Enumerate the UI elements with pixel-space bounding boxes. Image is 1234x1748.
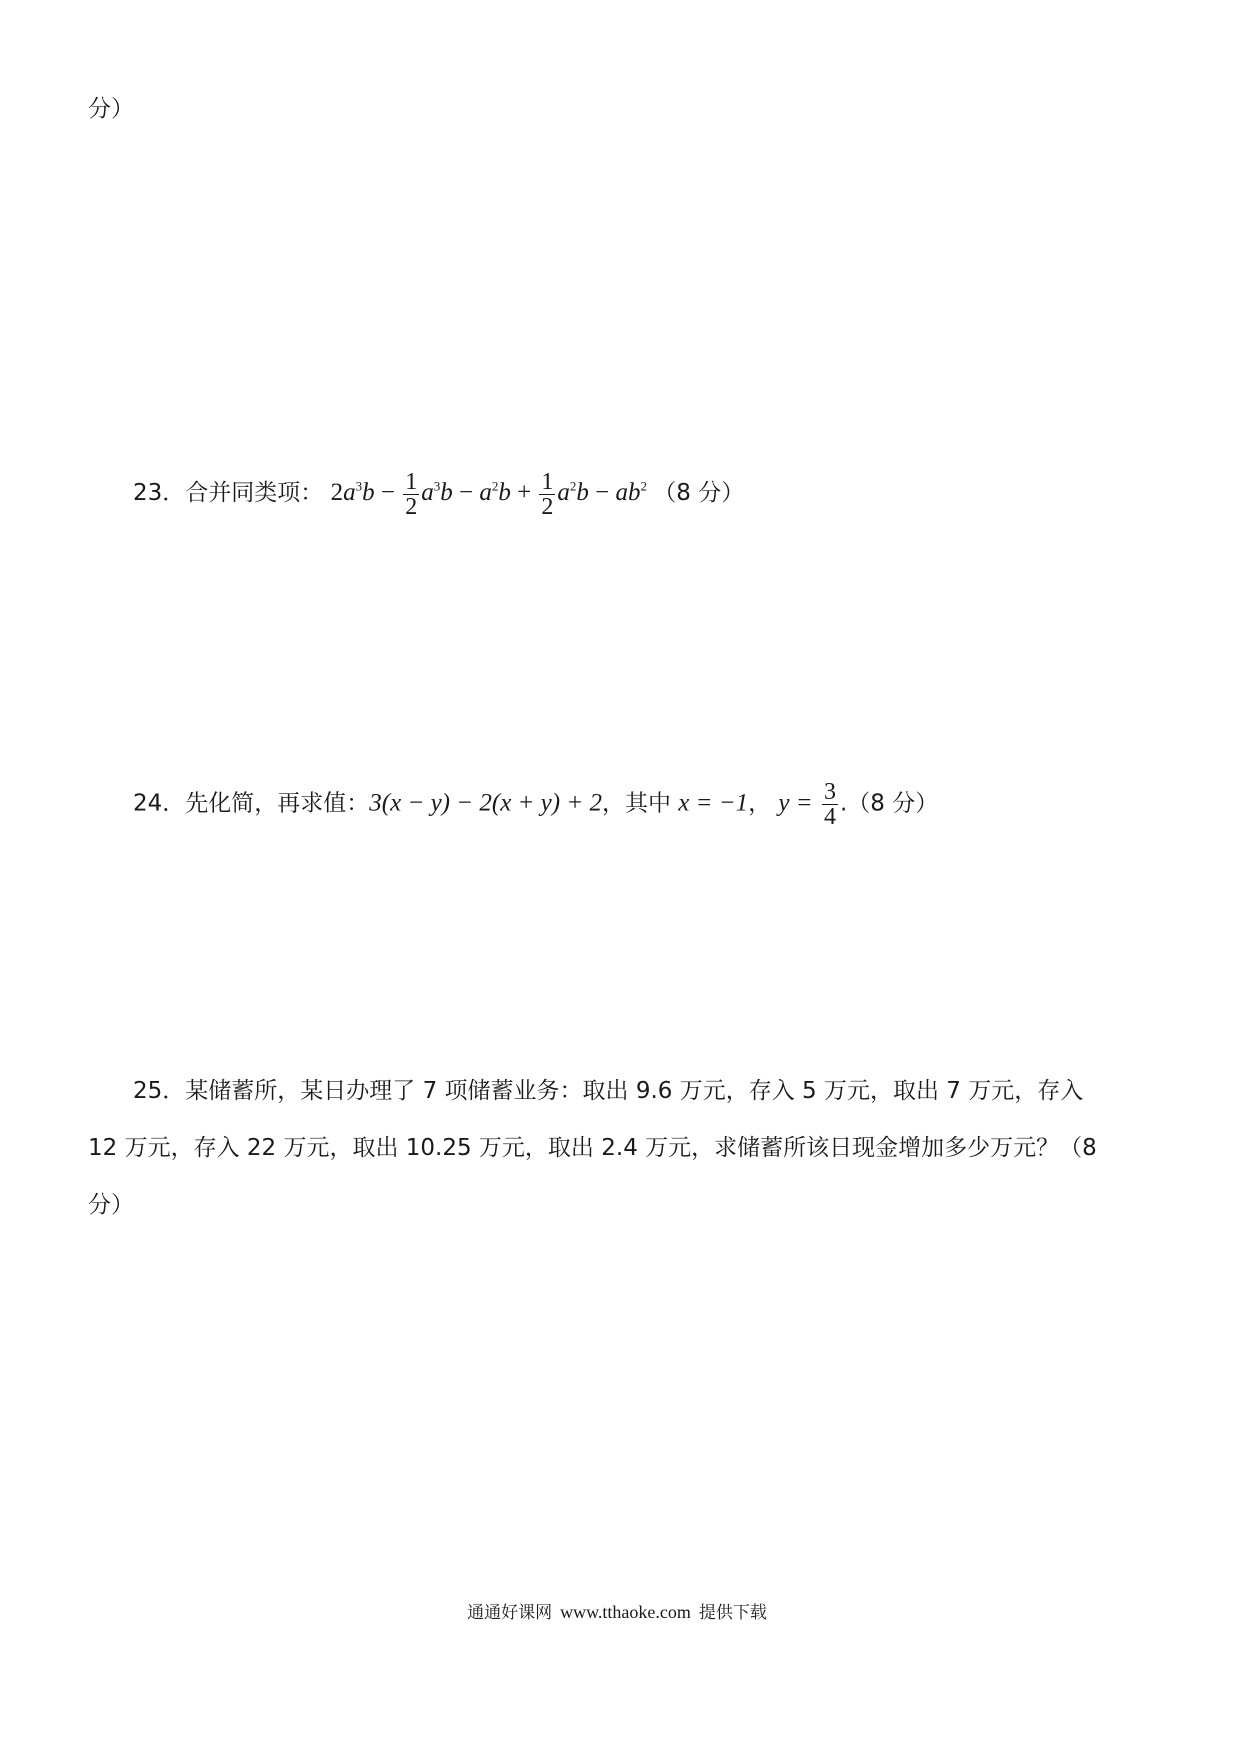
footer-url: www.tthaoke.com xyxy=(560,1602,691,1622)
question-23 xyxy=(133,470,744,519)
question-25-number: 25． xyxy=(133,1078,186,1104)
fraction-three-quarters: $\frac{3}{4}$ xyxy=(823,779,836,830)
question-23-prompt: 合并同类项： xyxy=(185,480,324,507)
question-23-expression: $2a^3b$ − $\frac{1}{2}$ $a^3b - a^2b$ + $\frac{1}{2}$ $a^2b - ab^2$ xyxy=(330,469,648,520)
question-24-expression: 3(x − y) − 2(x + y) + 2 xyxy=(369,789,602,817)
continued-score-fragment: 分） xyxy=(88,96,134,122)
question-24-prompt: 先化简，再求值： xyxy=(185,790,370,817)
question-24-middle: ，其中 xyxy=(601,790,671,817)
page-footer xyxy=(0,1598,1234,1623)
fraction-one-half: $\frac{1}{2}$ xyxy=(541,469,554,520)
question-24-separator: ， xyxy=(748,790,772,817)
question-23-score: （8 分） xyxy=(653,480,745,507)
question-25-line-1 xyxy=(133,1080,1083,1103)
footer-suffix: 提供下载 xyxy=(698,1603,767,1623)
question-25-line-2: 12 万元，存入 22 万元，取出 10.25 万元，取出 2.4 万元，求储蓄所该日现金增加多少万元？（8 xyxy=(88,1135,1097,1161)
question-24 xyxy=(133,780,938,829)
question-25-line-3: 分） xyxy=(88,1192,134,1218)
question-23-number: 23． xyxy=(133,480,186,507)
question-25-text-1: 某储蓄所，某日办理了 7 项储蓄业务：取出 9.6 万元，存入 5 万元，取出 7 万元，存入 xyxy=(185,1078,1084,1104)
question-24-y-lhs: y = xyxy=(778,789,813,817)
question-24-number: 24． xyxy=(133,790,186,817)
fraction-one-half: $\frac{1}{2}$ xyxy=(405,469,418,520)
question-24-x-condition: x = −1 xyxy=(678,789,749,817)
footer-site-name: 通通好课网 xyxy=(467,1603,553,1623)
question-24-score: .（8 分） xyxy=(839,790,939,817)
